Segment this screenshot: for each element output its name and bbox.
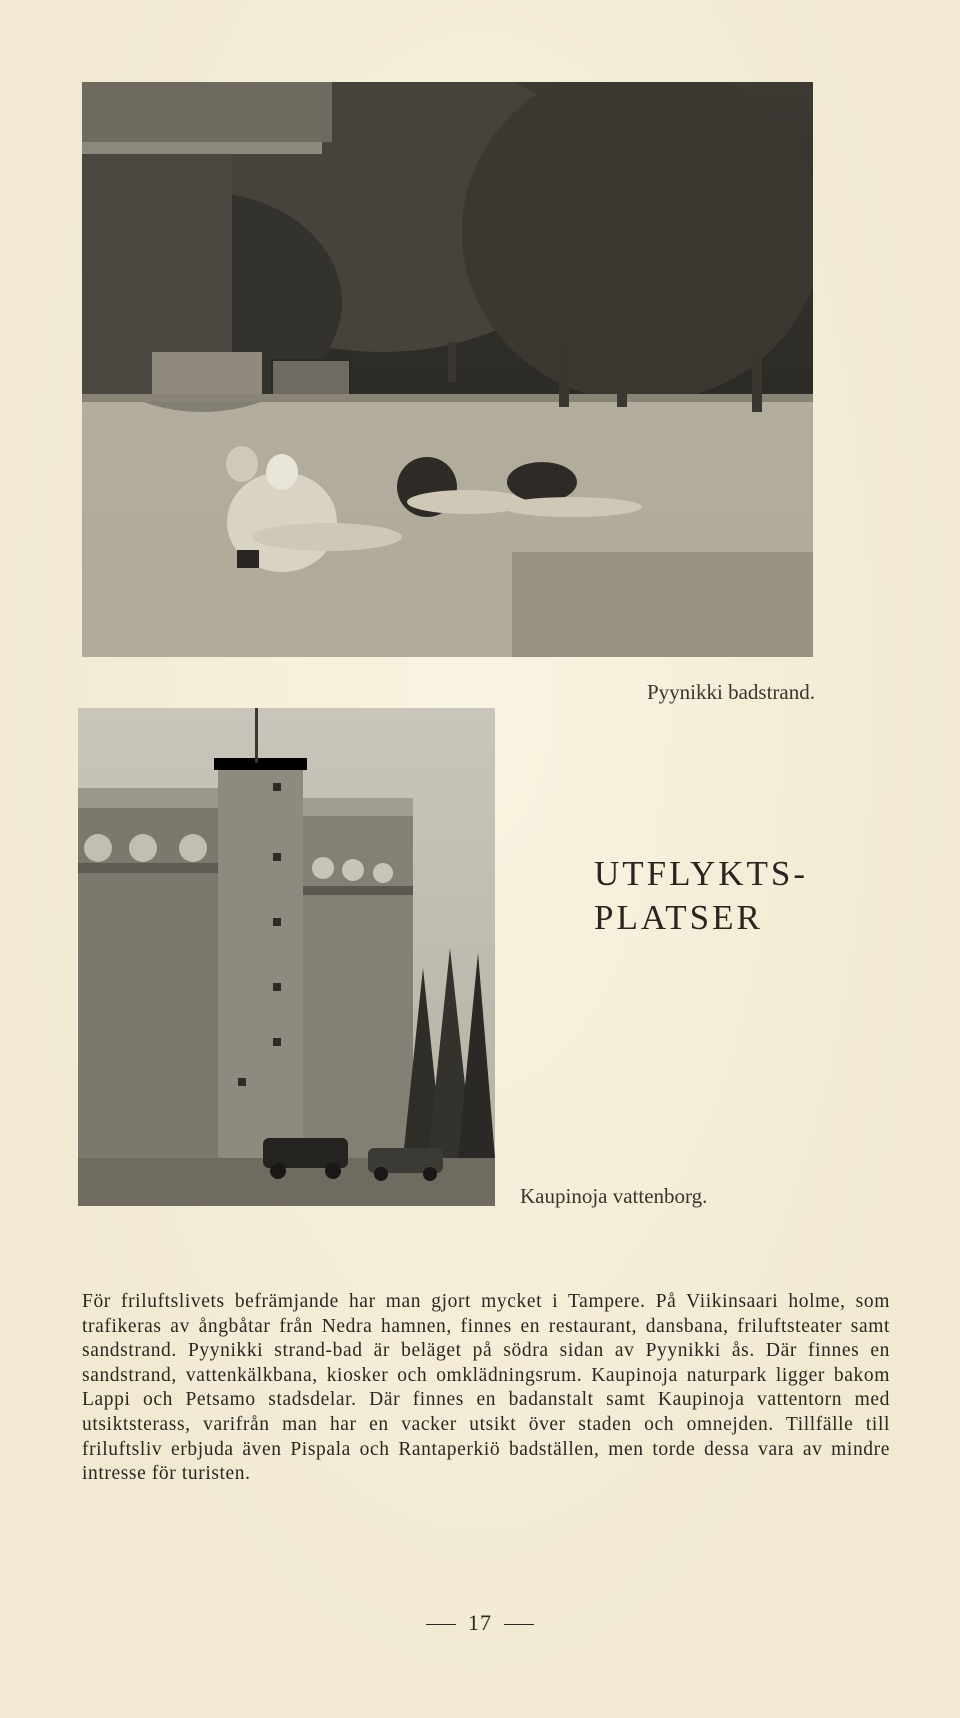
beach-photo-caption: Pyynikki badstrand. bbox=[647, 680, 815, 704]
section-heading bbox=[594, 852, 834, 940]
tower-photo bbox=[78, 708, 495, 1206]
page-number-dash-right bbox=[504, 1624, 534, 1625]
tower-photo-caption: Kaupinoja vattenborg. bbox=[520, 1184, 708, 1208]
section-heading-line-2: PLATSER bbox=[594, 898, 763, 937]
page-number bbox=[0, 1610, 960, 1636]
section-heading-line-1: UTFLYKTS- bbox=[594, 854, 809, 893]
page-number-value: 17 bbox=[468, 1610, 492, 1635]
body-paragraph: För friluftslivets befrämjande har man gjort mycket i Tampere. På Viikinsaari holme, som trafikeras av ångbåtar från Nedra hamnen, finnes en restaurant, dansbana, friluftsteater samt sandstrand. Pyynikki strand-bad är beläget på södra sidan av Pyynikki ås. Där finnes en sandstrand, vattenkälkbana, kiosker och omklädningsrum. Kaupinoja naturpark ligger bakom Lappi och Petsamo stadsdelar. Där finnes en badanstalt samt Kaupinoja vattentorn med utsiktsterass, varifrån man har en vacker utsikt över staden och omnejden. Tillfälle till friluftsliv erbjuda även Pispala och Rantaperkiö badställen, men torde dessa vara av mindre intresse för turisten. bbox=[82, 1291, 890, 1485]
page-number-dash-left bbox=[426, 1624, 456, 1625]
beach-photo bbox=[82, 82, 813, 657]
